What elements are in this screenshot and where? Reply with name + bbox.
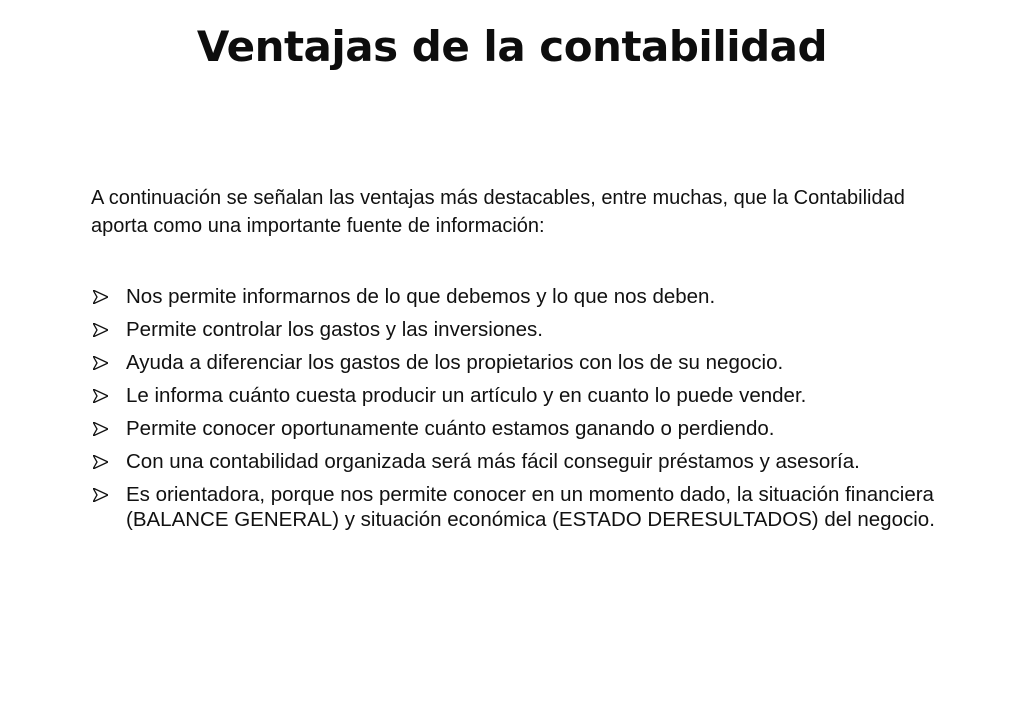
list-item — [91, 383, 971, 408]
arrowhead-bullet-icon — [93, 356, 108, 370]
list-item — [91, 416, 971, 441]
arrowhead-bullet-icon — [93, 455, 108, 469]
list-item-text: Es orientadora, porque nos permite conocer en un momento dado, la situación financiera (BALANCE GENERAL) y situación económica (ESTADO DERESULTADOS) del negocio. — [126, 483, 935, 531]
arrowhead-bullet-icon — [93, 422, 108, 436]
arrowhead-bullet-icon — [93, 389, 108, 403]
arrowhead-bullet-icon — [93, 488, 108, 502]
slide-title: Ventajas de la contabilidad — [196, 22, 828, 71]
list-item-text: Permite controlar los gastos y las inversiones. — [126, 318, 544, 341]
list-item — [91, 482, 971, 532]
arrowhead-bullet-icon — [93, 290, 108, 304]
list-item-text: Permite conocer oportunamente cuánto estamos ganando o perdiendo. — [126, 417, 775, 440]
arrowhead-bullet-icon — [93, 323, 108, 337]
list-item-text: Nos permite informarnos de lo que debemos y lo que nos deben. — [126, 285, 716, 308]
list-item — [91, 350, 971, 375]
list-item — [91, 449, 971, 474]
advantages-list — [91, 284, 971, 540]
list-item-text: Con una contabilidad organizada será más fácil conseguir préstamos y asesoría. — [126, 450, 860, 473]
list-item-text: Ayuda a diferenciar los gastos de los propietarios con los de su negocio. — [126, 351, 784, 374]
list-item — [91, 284, 971, 309]
list-item-text: Le informa cuánto cuesta producir un artículo y en cuanto lo puede vender. — [126, 384, 807, 407]
intro-paragraph: A continuación se señalan las ventajas más destacables, entre muchas, que la Contabilidad aporta como una importante fuente de información: — [91, 187, 905, 237]
list-item — [91, 317, 971, 342]
